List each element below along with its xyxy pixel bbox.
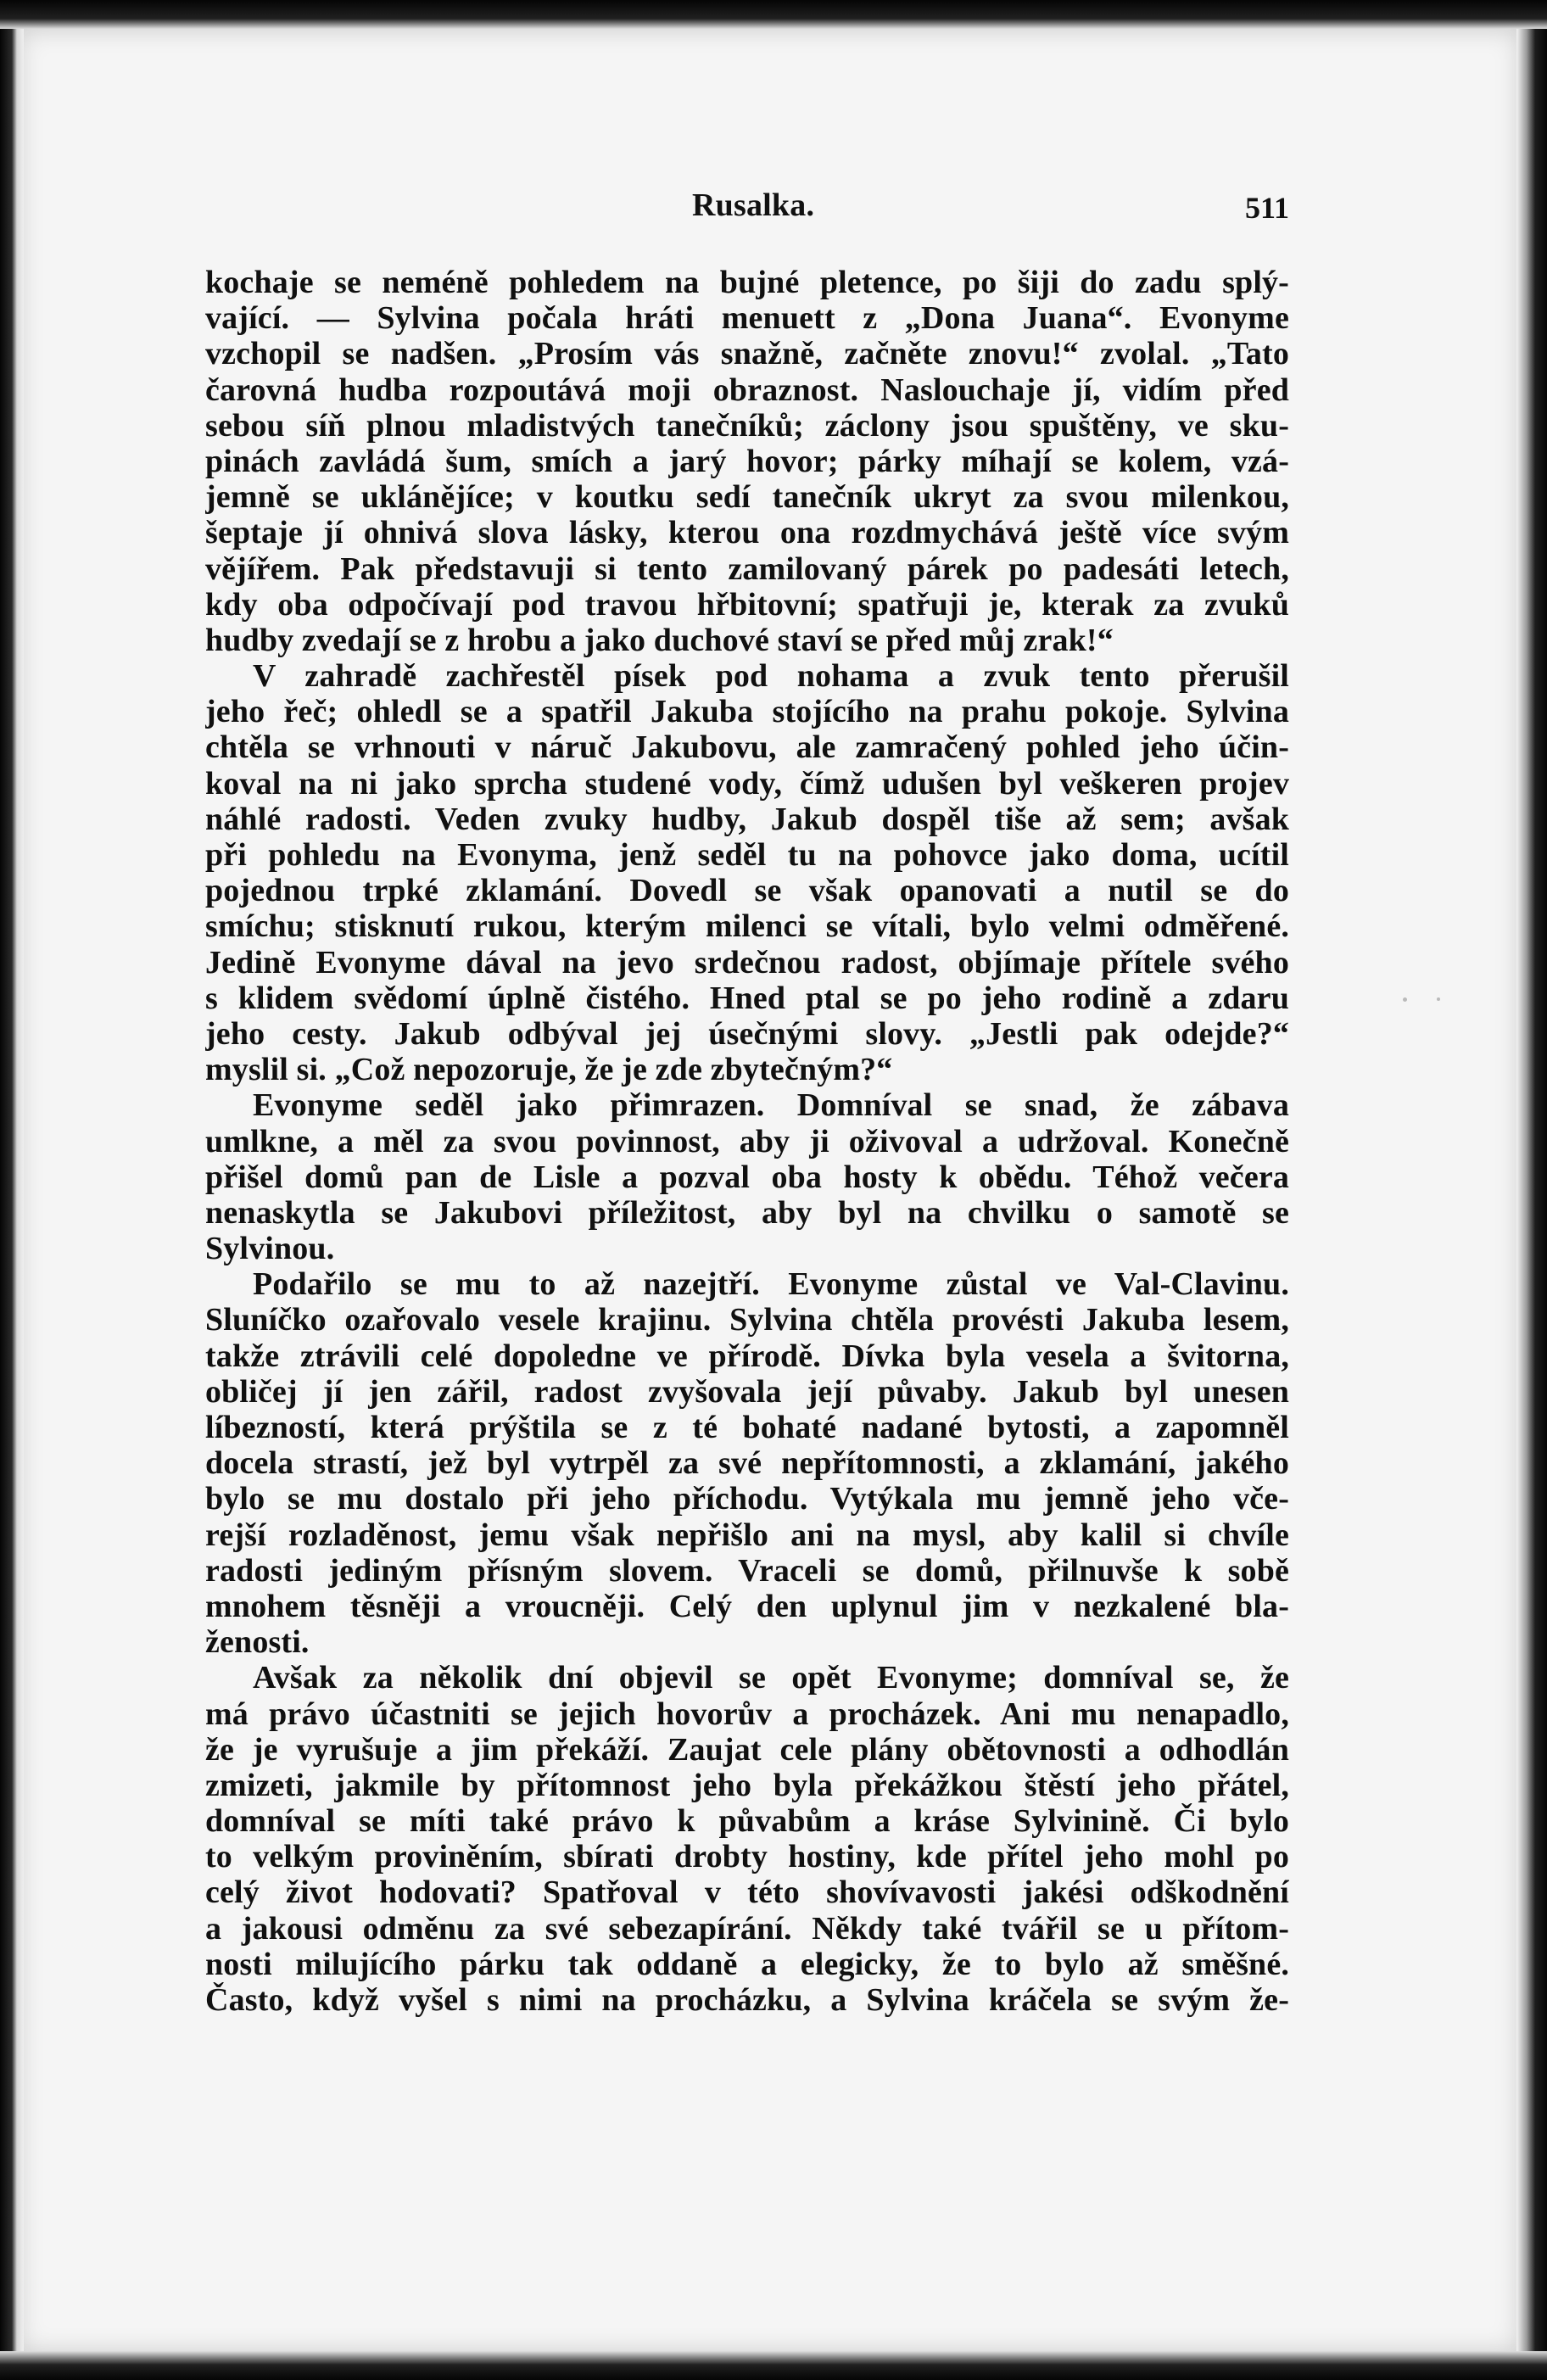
text-line: nenaskytla se Jakubovi příležitost, aby byl na chvilku o samotě se (205, 1194, 1289, 1231)
text-line: má právo účastniti se jejich hovorův a procházek. Ani mu nenapadlo, (205, 1696, 1289, 1732)
text-line: kdy oba odpočívají pod travou hřbitovní; spatřuji je, kterak za zvuků (205, 586, 1289, 623)
left-scan-edge (0, 0, 24, 2380)
text-line: umlkne, a měl za svou povinnost, aby ji oživoval a udržoval. Konečně (205, 1123, 1289, 1159)
text-line: obličej jí jen zářil, radost zvyšovala její půvaby. Jakub byl unesen (205, 1373, 1289, 1410)
text-line: kochaje se neméně pohledem na bujné pletence, po šiji do zadu splý- (205, 265, 1289, 300)
page-number: 511 (1244, 191, 1289, 225)
paragraph-first-line: Avšak za několik dní objevil se opět Evonyme; domníval se, že (253, 1660, 1289, 1696)
text-line: vějířem. Pak představuji si tento zamilovaný párek po padesáti letech, (205, 550, 1289, 587)
text-line: Často, když vyšel s nimi na procházku, a Sylvina kráčela se svým že- (205, 1982, 1289, 2018)
paragraph-first-line: Podařilo se mu to až nazejtří. Evonyme zůstal ve Val-Clavinu. (253, 1266, 1289, 1303)
text-line: koval na ni jako sprcha studené vody, čímž udušen byl veškeren projev (205, 765, 1289, 802)
paper-speck (1403, 997, 1407, 1002)
page-header (205, 187, 1289, 234)
text-line: pojednou trpké zklamání. Dovedl se však opanovati a nutil se do (205, 873, 1289, 909)
text-line: sebou síň plnou mladistvých tanečníků; záclony jsou spuštěny, ve sku- (205, 407, 1289, 444)
text-line: rejší rozladěnost, jemu však nepřišlo ani na mysl, aby kalil si chvíle (205, 1517, 1289, 1553)
text-line: přišel domů pan de Lisle a pozval oba hosty k obědu. Téhož večera (205, 1159, 1289, 1195)
text-line: myslil si. „Což nepozoruje, že je zde zbytečným?“ (205, 1052, 893, 1088)
text-line: že je vyrušuje a jim překáží. Zaujat cele plány obětovnosti a odhodlán (205, 1731, 1289, 1768)
paragraph-first-line: Evonyme seděl jako přimrazen. Domníval se snad, že zábava (253, 1087, 1289, 1124)
text-line: nosti milujícího párku tak oddaně a elegicky, že to bylo až směšné. (205, 1946, 1289, 1982)
text-line: docela strastí, jež byl vytrpěl za své nepřítomnosti, a zklamání, jakého (205, 1445, 1289, 1482)
text-line: domníval se míti také právo k půvabům a kráse Sylvinině. Či bylo (205, 1803, 1289, 1840)
right-scan-edge (1516, 0, 1547, 2380)
top-scan-edge (0, 0, 1547, 29)
text-line: to velkým proviněním, sbírati drobty hostiny, kde přítel jeho mohl po (205, 1839, 1289, 1875)
text-line: ženosti. (205, 1624, 310, 1661)
text-line: jeho řeč; ohledl se a spatřil Jakuba stojícího na prahu pokoje. Sylvina (205, 694, 1289, 730)
text-line: vající. — Sylvina počala hráti menuett z „Dona Juana“. Evonyme (205, 300, 1289, 337)
text-line: pinách zavládá šum, smích a jarý hovor; párky míhají se kolem, vzá- (205, 443, 1289, 479)
text-line: náhlé radosti. Veden zvuky hudby, Jakub dospěl tiše až sem; avšak (205, 801, 1289, 837)
body-text (205, 265, 1289, 2018)
text-line: celý život hodovati? Spatřoval v této shovívavosti jakési odškodnění (205, 1874, 1289, 1911)
text-line: při pohledu na Evonyma, jenž seděl tu na pohovce jako doma, ucítil (205, 837, 1289, 873)
text-line: radosti jediným přísným slovem. Vraceli se domů, přilnuvše k sobě (205, 1552, 1289, 1589)
text-line: šeptaje jí ohnivá slova lásky, kterou ona rozdmychává ještě více svým (205, 515, 1289, 551)
paper-speck (1437, 997, 1440, 1001)
text-line: líbezností, která prýštila se z té bohaté nadané bytosti, a zapomněl (205, 1410, 1289, 1445)
text-line: a jakousi odměnu za své sebezapírání. Někdy také tvářil se u přítom- (205, 1910, 1289, 1947)
text-line: Sylvinou. (205, 1231, 335, 1267)
bottom-scan-edge (0, 2351, 1547, 2380)
text-line: takže ztrávili celé dopoledne ve přírodě. Dívka byla vesela a švitorna, (205, 1338, 1289, 1374)
text-line: mnohem těsněji a vroucněji. Celý den uplynul jim v nezkalené bla- (205, 1588, 1289, 1624)
text-line: jemně se uklánějíce; v koutku sedí tanečník ukryt za svou milenkou, (205, 479, 1289, 516)
text-line: smíchu; stisknutí rukou, kterým milenci se vítali, bylo velmi odměřené. (205, 908, 1289, 945)
text-line: jeho cesty. Jakub odbýval jej úsečnými slovy. „Jestli pak odejde?“ (205, 1015, 1289, 1052)
text-line: zmizeti, jakmile by přítomnost jeho byla překážkou štěstí jeho přátel, (205, 1767, 1289, 1803)
text-line: s klidem svědomí úplně čistého. Hned ptal se po jeho rodině a zdaru (205, 980, 1289, 1016)
text-line: chtěla se vrhnouti v náruč Jakubovu, ale zamračený pohled jeho účin- (205, 729, 1289, 766)
text-line: čarovná hudba rozpoutává moji obraznost. Naslouchaje jí, vidím před (205, 372, 1289, 408)
paragraph-first-line: V zahradě zachřestěl písek pod nohama a zvuk tento přerušil (253, 658, 1289, 695)
text-line: bylo se mu dostalo při jeho příchodu. Vytýkala mu jemně jeho vče- (205, 1481, 1289, 1517)
text-line: hudby zvedají se z hrobu a jako duchové staví se před můj zrak!“ (205, 622, 1114, 658)
text-line: Sluníčko ozařovalo vesele krajinu. Sylvina chtěla provésti Jakuba lesem, (205, 1302, 1289, 1338)
text-line: vzchopil se nadšen. „Prosím vás snažně, začněte znovu!“ zvolal. „Tato (205, 336, 1289, 372)
running-title: Rusalka. (692, 187, 815, 223)
text-line: Jedině Evonyme dával na jevo srdečnou radost, objímaje přítele svého (205, 944, 1289, 980)
